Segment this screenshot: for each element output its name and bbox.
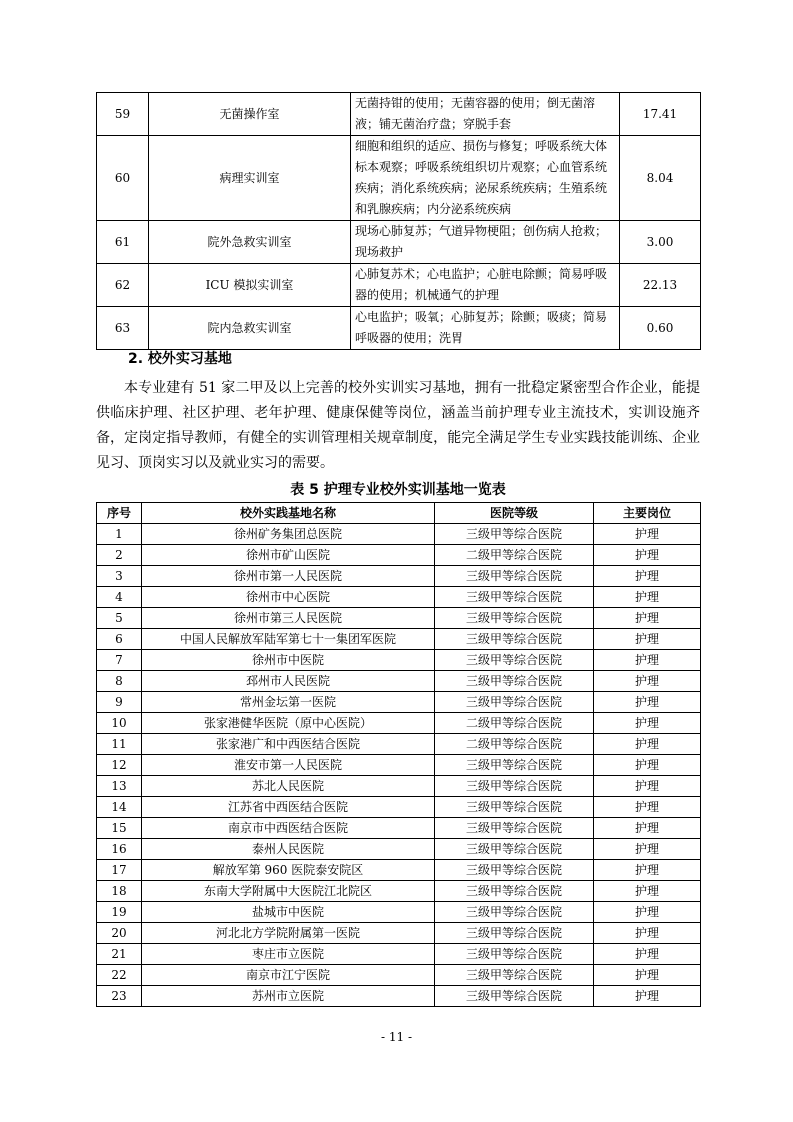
base-table-body xyxy=(97,524,701,1007)
lab-room-name: 院内急救实训室 xyxy=(149,307,351,350)
base-seq: 3 xyxy=(97,566,142,587)
base-name: 苏州市立医院 xyxy=(142,986,435,1007)
base-main-post: 护理 xyxy=(594,755,701,776)
base-hospital-level: 三级甲等综合医院 xyxy=(435,776,594,797)
base-name: 苏北人民医院 xyxy=(142,776,435,797)
lab-row-number: 63 xyxy=(97,307,149,350)
base-hospital-level: 三级甲等综合医院 xyxy=(435,650,594,671)
lab-room-name: ICU 模拟实训室 xyxy=(149,264,351,307)
lab-hours: 8.04 xyxy=(620,136,701,221)
base-main-post: 护理 xyxy=(594,608,701,629)
base-table xyxy=(96,502,701,1007)
base-table-row xyxy=(97,650,701,671)
lab-training-content: 无菌持钳的使用；无菌容器的使用；倒无菌溶液；铺无菌治疗盘；穿脱手套 xyxy=(351,93,620,136)
lab-hours: 3.00 xyxy=(620,221,701,264)
base-table-row xyxy=(97,671,701,692)
base-hospital-level: 三级甲等综合医院 xyxy=(435,818,594,839)
base-seq: 4 xyxy=(97,587,142,608)
base-table-row xyxy=(97,692,701,713)
base-name: 张家港广和中西医结合医院 xyxy=(142,734,435,755)
base-seq: 9 xyxy=(97,692,142,713)
base-table-row xyxy=(97,860,701,881)
lab-training-content: 心电监护；吸氧；心肺复苏；除颤；吸痰；简易呼吸器的使用；洗胃 xyxy=(351,307,620,350)
lab-training-content: 心肺复苏术；心电监护；心脏电除颤；简易呼吸器的使用；机械通气的护理 xyxy=(351,264,620,307)
base-seq: 1 xyxy=(97,524,142,545)
base-hospital-level: 三级甲等综合医院 xyxy=(435,608,594,629)
base-seq: 10 xyxy=(97,713,142,734)
header-hospital-level: 医院等级 xyxy=(435,503,594,524)
base-seq: 21 xyxy=(97,944,142,965)
base-hospital-level: 三级甲等综合医院 xyxy=(435,692,594,713)
base-name: 徐州市中心医院 xyxy=(142,587,435,608)
lab-hours: 22.13 xyxy=(620,264,701,307)
header-seq: 序号 xyxy=(97,503,142,524)
base-hospital-level: 二级甲等综合医院 xyxy=(435,545,594,566)
base-seq: 19 xyxy=(97,902,142,923)
base-name: 徐州市第三人民医院 xyxy=(142,608,435,629)
base-main-post: 护理 xyxy=(594,818,701,839)
lab-row-number: 60 xyxy=(97,136,149,221)
base-hospital-level: 三级甲等综合医院 xyxy=(435,797,594,818)
base-hospital-level: 三级甲等综合医院 xyxy=(435,986,594,1007)
base-name: 南京市中西医结合医院 xyxy=(142,818,435,839)
base-main-post: 护理 xyxy=(594,629,701,650)
base-name: 盐城市中医院 xyxy=(142,902,435,923)
lab-row-number: 61 xyxy=(97,221,149,264)
lab-table-row xyxy=(97,221,701,264)
base-hospital-level: 三级甲等综合医院 xyxy=(435,965,594,986)
base-main-post: 护理 xyxy=(594,797,701,818)
base-main-post: 护理 xyxy=(594,734,701,755)
base-table-row xyxy=(97,944,701,965)
base-table-row xyxy=(97,608,701,629)
base-seq: 20 xyxy=(97,923,142,944)
base-table-row xyxy=(97,566,701,587)
base-hospital-level: 三级甲等综合医院 xyxy=(435,902,594,923)
base-hospital-level: 三级甲等综合医院 xyxy=(435,839,594,860)
base-table-row xyxy=(97,923,701,944)
base-seq: 14 xyxy=(97,797,142,818)
base-hospital-level: 二级甲等综合医院 xyxy=(435,713,594,734)
base-seq: 8 xyxy=(97,671,142,692)
base-table-row xyxy=(97,713,701,734)
lab-table-row xyxy=(97,264,701,307)
base-main-post: 护理 xyxy=(594,566,701,587)
page-number: - 11 - xyxy=(380,1030,412,1044)
base-main-post: 护理 xyxy=(594,671,701,692)
base-seq: 2 xyxy=(97,545,142,566)
base-main-post: 护理 xyxy=(594,650,701,671)
base-main-post: 护理 xyxy=(594,986,701,1007)
base-main-post: 护理 xyxy=(594,839,701,860)
lab-table-body xyxy=(97,93,701,350)
base-name: 解放军第 960 医院泰安院区 xyxy=(142,860,435,881)
base-seq: 11 xyxy=(97,734,142,755)
base-name: 张家港健华医院（原中心医院） xyxy=(142,713,435,734)
base-hospital-level: 三级甲等综合医院 xyxy=(435,944,594,965)
base-name: 南京市江宁医院 xyxy=(142,965,435,986)
base-hospital-level: 三级甲等综合医院 xyxy=(435,671,594,692)
base-table-row xyxy=(97,587,701,608)
lab-table-row xyxy=(97,307,701,350)
base-seq: 7 xyxy=(97,650,142,671)
base-seq: 18 xyxy=(97,881,142,902)
base-name: 河北北方学院附属第一医院 xyxy=(142,923,435,944)
base-main-post: 护理 xyxy=(594,944,701,965)
base-seq: 5 xyxy=(97,608,142,629)
base-hospital-level: 二级甲等综合医院 xyxy=(435,734,594,755)
base-main-post: 护理 xyxy=(594,881,701,902)
base-table-row xyxy=(97,839,701,860)
lab-row-number: 62 xyxy=(97,264,149,307)
base-name: 淮安市第一人民医院 xyxy=(142,755,435,776)
base-table-row xyxy=(97,545,701,566)
base-table-row xyxy=(97,755,701,776)
lab-training-content: 现场心肺复苏；气道异物梗阻；创伤病人抢救；现场救护 xyxy=(351,221,620,264)
lab-table xyxy=(96,92,701,350)
base-table-header-row xyxy=(97,503,701,524)
section-heading: 2. 校外实习基地 xyxy=(128,351,232,367)
base-table-row xyxy=(97,965,701,986)
base-main-post: 护理 xyxy=(594,902,701,923)
lab-room-name: 无菌操作室 xyxy=(149,93,351,136)
section-paragraph: 本专业建有 51 家二甲及以上完善的校外实训实习基地，拥有一批稳定紧密型合作企业，能提供临床护理、社区护理、老年护理、健康保健等岗位，涵盖当前护理专业主流技术，实训设施齐备，定岗定指导教师，有健全的实训管理相关规章制度，能完全满足学生专业实践技能训练、企业见习、顶岗实习以及就业实习的需要。 xyxy=(96,380,700,471)
base-name: 泰州人民医院 xyxy=(142,839,435,860)
base-table-row xyxy=(97,881,701,902)
base-name: 徐州市矿山医院 xyxy=(142,545,435,566)
base-hospital-level: 三级甲等综合医院 xyxy=(435,881,594,902)
header-base-name: 校外实践基地名称 xyxy=(142,503,435,524)
base-main-post: 护理 xyxy=(594,965,701,986)
base-seq: 12 xyxy=(97,755,142,776)
base-main-post: 护理 xyxy=(594,545,701,566)
lab-table-row xyxy=(97,93,701,136)
base-seq: 23 xyxy=(97,986,142,1007)
base-name: 徐州市第一人民医院 xyxy=(142,566,435,587)
base-main-post: 护理 xyxy=(594,692,701,713)
base-name: 邳州市人民医院 xyxy=(142,671,435,692)
base-table-row xyxy=(97,776,701,797)
base-main-post: 护理 xyxy=(594,713,701,734)
base-main-post: 护理 xyxy=(594,524,701,545)
base-seq: 13 xyxy=(97,776,142,797)
lab-room-name: 院外急救实训室 xyxy=(149,221,351,264)
table-caption: 表 5 护理专业校外实训基地一览表 xyxy=(290,482,506,498)
base-name: 中国人民解放军陆军第七十一集团军医院 xyxy=(142,629,435,650)
base-name: 枣庄市立医院 xyxy=(142,944,435,965)
base-table-row xyxy=(97,818,701,839)
base-seq: 6 xyxy=(97,629,142,650)
base-hospital-level: 三级甲等综合医院 xyxy=(435,923,594,944)
lab-row-number: 59 xyxy=(97,93,149,136)
base-hospital-level: 三级甲等综合医院 xyxy=(435,860,594,881)
lab-hours: 17.41 xyxy=(620,93,701,136)
base-name: 常州金坛第一医院 xyxy=(142,692,435,713)
base-name: 江苏省中西医结合医院 xyxy=(142,797,435,818)
base-main-post: 护理 xyxy=(594,587,701,608)
base-table-row xyxy=(97,986,701,1007)
base-hospital-level: 三级甲等综合医院 xyxy=(435,629,594,650)
base-hospital-level: 三级甲等综合医院 xyxy=(435,755,594,776)
base-name: 东南大学附属中大医院江北院区 xyxy=(142,881,435,902)
base-seq: 16 xyxy=(97,839,142,860)
base-hospital-level: 三级甲等综合医院 xyxy=(435,566,594,587)
lab-training-content: 细胞和组织的适应、损伤与修复；呼吸系统大体标本观察；呼吸系统组织切片观察；心血管系统疾病；消化系统疾病；泌尿系统疾病；生殖系统和乳腺疾病；内分泌系统疾病 xyxy=(351,136,620,221)
base-table-row xyxy=(97,629,701,650)
base-hospital-level: 三级甲等综合医院 xyxy=(435,524,594,545)
base-table-row xyxy=(97,797,701,818)
base-table-row xyxy=(97,734,701,755)
lab-hours: 0.60 xyxy=(620,307,701,350)
base-main-post: 护理 xyxy=(594,860,701,881)
base-table-row xyxy=(97,524,701,545)
base-table-row xyxy=(97,902,701,923)
base-seq: 15 xyxy=(97,818,142,839)
base-seq: 17 xyxy=(97,860,142,881)
base-seq: 22 xyxy=(97,965,142,986)
base-main-post: 护理 xyxy=(594,776,701,797)
base-hospital-level: 三级甲等综合医院 xyxy=(435,587,594,608)
header-main-post: 主要岗位 xyxy=(594,503,701,524)
lab-table-row xyxy=(97,136,701,221)
base-main-post: 护理 xyxy=(594,923,701,944)
base-name: 徐州矿务集团总医院 xyxy=(142,524,435,545)
lab-room-name: 病理实训室 xyxy=(149,136,351,221)
base-name: 徐州市中医院 xyxy=(142,650,435,671)
